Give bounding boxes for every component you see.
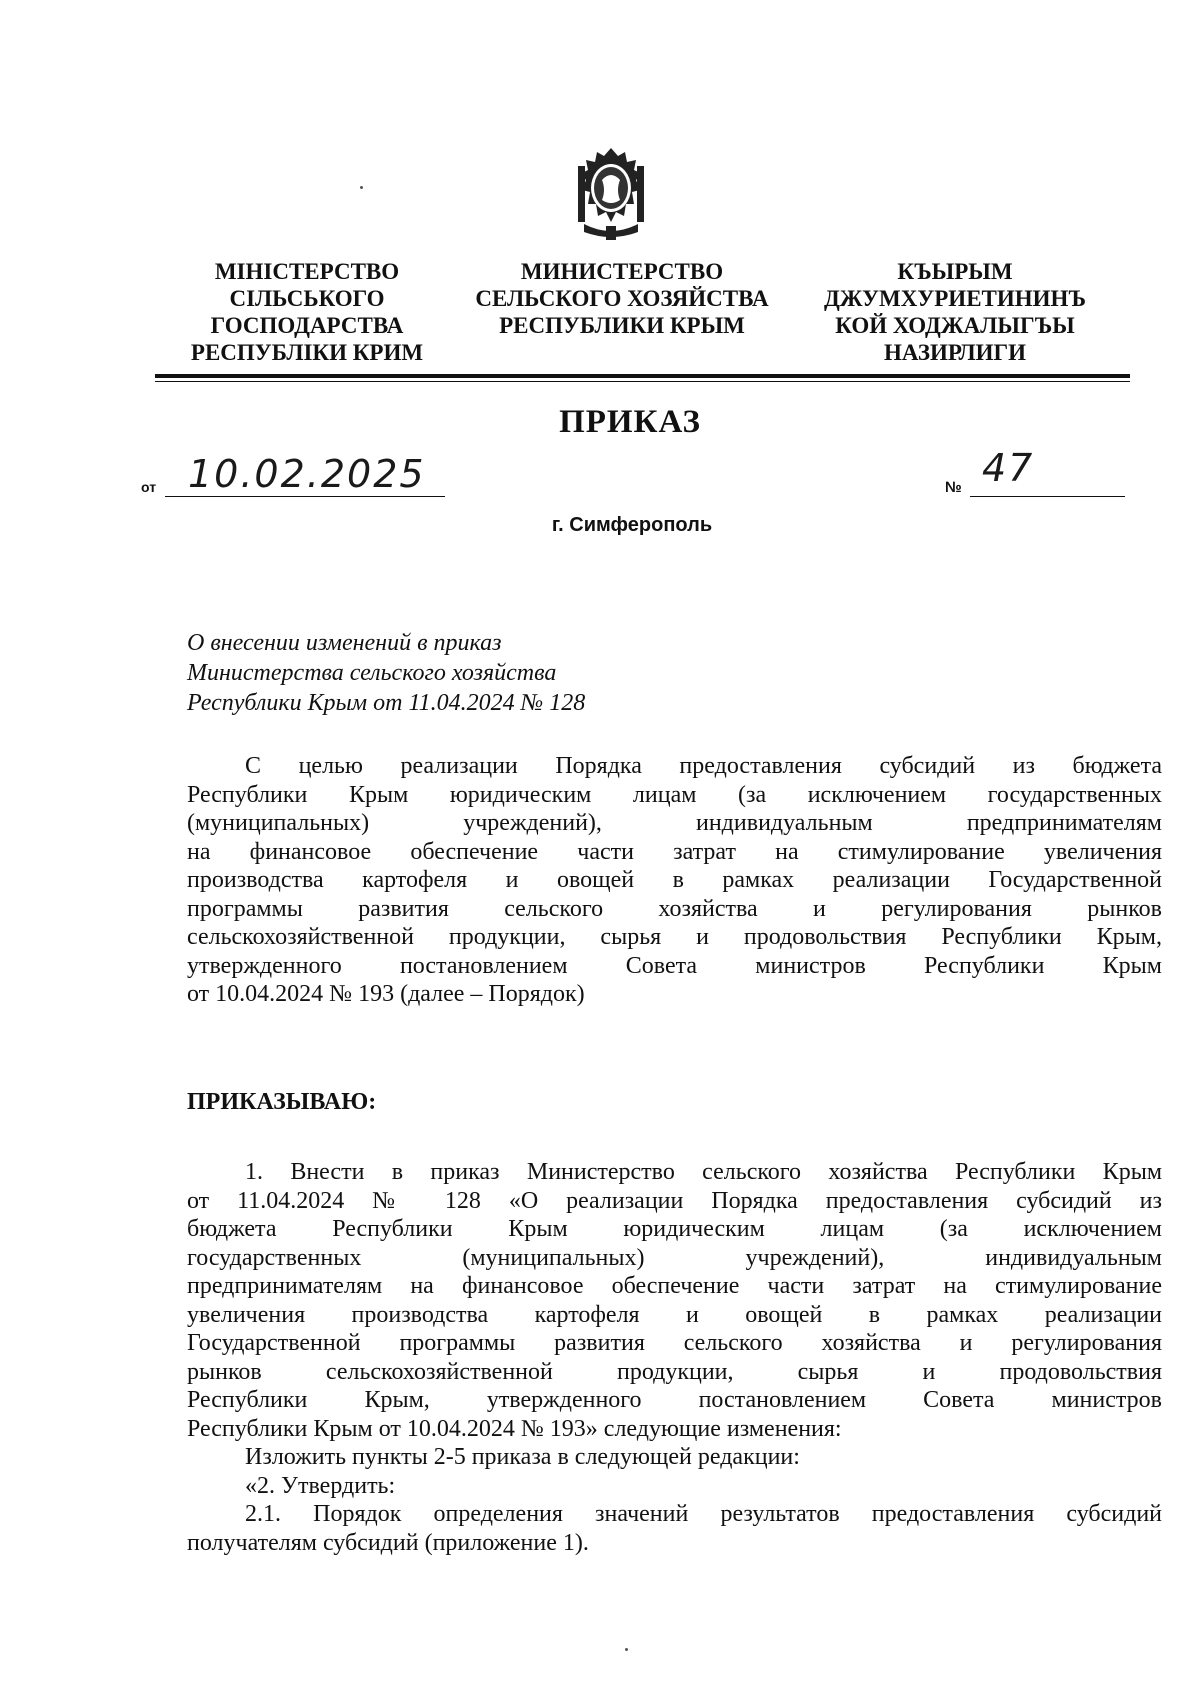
document-title: ПРИКАЗ [559,404,701,440]
date-underline [165,496,445,497]
city-line: г. Симферополь [551,514,713,536]
header-line: НАЗИРЛИГИ [883,340,1027,365]
header-line: СЕЛЬСКОГО ХОЗЯЙСТВА [475,286,769,311]
paragraph-line: 1. Внести в приказ Министерство сельского хозяйства Республики Крым [245,1159,1162,1185]
paragraph-line: утвержденного постановлением Совета министров Республики Крым [187,952,1162,979]
paragraph-line: Республики Крым, утвержденного постановлением Совета министров [187,1387,1162,1413]
header-org-ukrainian [172,258,442,366]
paragraph-line: 2.1. Порядок определения значений результатов предоставления субсидий [245,1501,1162,1527]
paragraph-line: Государственной программы развития сельского хозяйства и регулирования [187,1330,1162,1356]
coat-of-arms-icon [572,146,650,242]
header-line: СІЛЬСЬКОГО [229,286,385,311]
paragraph-line: от 10.04.2024 № 193 (далее – Порядок) [187,981,585,1007]
date-prefix: от [141,479,157,495]
handwritten-date: 10.02.2025 [188,452,426,496]
paragraph-line: государственных (муниципальных) учреждений), индивидуальным [187,1244,1162,1271]
subject-line: Республики Крым от 11.04.2024 № 128 [187,690,586,716]
paragraph-line: от 11.04.2024 № 128 «О реализации Порядка предоставления субсидий из [187,1187,1162,1214]
handwritten-number: 47 [982,446,1035,490]
paragraph-line: программы развития сельского хозяйства и регулирования рынков [187,895,1162,922]
paragraph-line: предпринимателям на финансовое обеспечение части затрат на стимулирование [187,1273,1162,1299]
subject-line: Министерства сельского хозяйства [187,660,557,686]
header-line: КОЙ ХОДЖАЛЫГЪЫ [835,313,1075,338]
paragraph-line: на финансовое обеспечение части затрат на стимулирование увеличения [187,838,1162,865]
paragraph-line: Республики Крым от 10.04.2024 № 193» следующие изменения: [187,1415,842,1442]
paragraph-line: Изложить пункты 2-5 приказа в следующей редакции: [245,1444,800,1470]
subject-line: О внесении изменений в приказ [187,630,502,656]
header-line: РЕСПУБЛІКИ КРИМ [190,340,424,365]
header-divider-thin [155,381,1130,382]
paragraph-line: (муниципальных) учреждений), индивидуальным предпринимателям [187,810,1162,836]
header-line: МИНИСТЕРСТВО [520,259,724,284]
paragraph-line: увеличения производства картофеля и овощей в рамках реализации [187,1301,1162,1328]
order-subject [187,628,585,718]
paragraph-line: рынков сельскохозяйственной продукции, сырья и продовольствия [187,1358,1162,1385]
paragraph-line: производства картофеля и овощей в рамках реализации Государственной [187,867,1162,893]
header-line: РЕСПУБЛИКИ КРЫМ [499,313,745,338]
header-line: КЪЫРЫМ [897,259,1013,284]
header-line: ДЖУМХУРИЕТИНИНЪ [823,286,1087,311]
header-line: ГОСПОДАРСТВА [210,313,404,338]
paragraph-line: С целью реализации Порядка предоставления субсидий из бюджета [245,753,1162,779]
point-1-paragraph [187,1158,1162,1557]
paragraph-line: бюджета Республики Крым юридическим лицам (за исключением [187,1216,1162,1242]
number-underline [970,496,1125,497]
header-org-crimean-tatar [805,258,1105,366]
header-line: МІНІСТЕРСТВО [214,259,400,284]
header-org-russian [462,258,782,339]
number-prefix: № [945,479,962,496]
paragraph-line: сельскохозяйственной продукции, сырья и продовольствия Республики Крым, [187,924,1162,950]
order-directive: ПРИКАЗЫВАЮ: [187,1089,377,1115]
paragraph-line: Республики Крым юридическим лицам (за исключением государственных [187,781,1162,808]
paragraph-line: получателям субсидий (приложение 1). [187,1529,589,1556]
scan-speck [360,186,363,189]
scan-speck [625,1648,628,1651]
header-divider [155,374,1130,378]
paragraph-line: «2. Утвердить: [245,1472,396,1499]
preamble-paragraph [187,752,1162,1009]
